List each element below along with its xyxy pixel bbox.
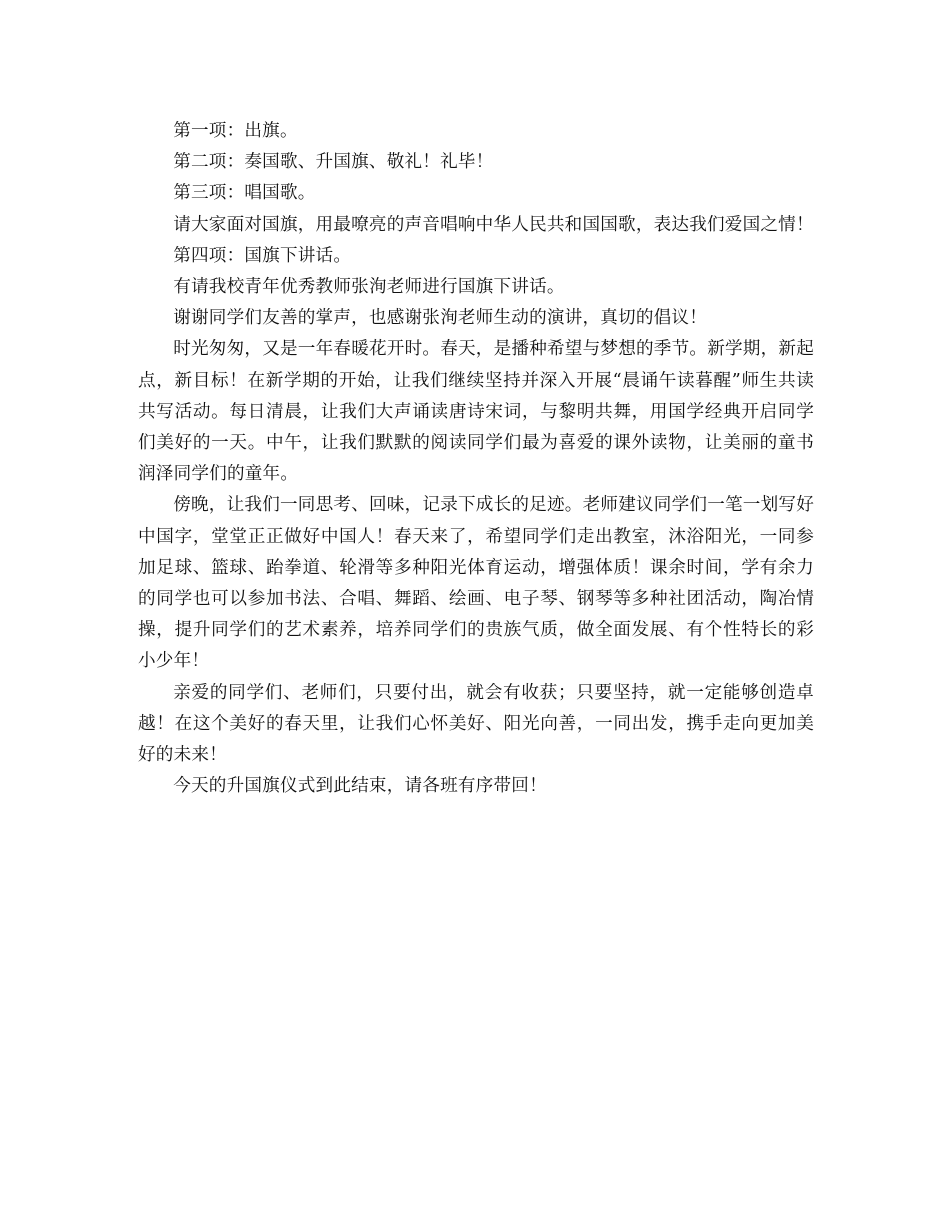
- paragraph-item-9: 傍晚，让我们一同思考、回味，记录下成长的足迹。老师建议同学们一笔一划写好中国字，堂堂正正做好中国人！春天来了，希望同学们走出教室，沐浴阳光，一同参加足球、篮球、跆拳道、轮滑等多种阳光体育运动，增强体质！课余时间，学有余力的同学也可以参加书法、合唱、舞蹈、绘画、电子琴、钢琴等多种社团活动，陶冶情操，提升同学们的艺术素养，培养同学们的贵族气质，做全面发展、有个性特长的彩小少年！: [138, 495, 814, 672]
- paragraph-item-5: 第四项：国旗下讲话。: [173, 245, 352, 266]
- paragraph-item-10: 亲爱的同学们、老师们，只要付出，就会有收获；只要坚持，就一定能够创造卓越！在这个美好的春天里，让我们心怀美好、阳光向善，一同出发，携手走向更加美好的未来！: [138, 682, 814, 766]
- paragraph-item-2: 第二项：奏国歌、升国旗、敬礼！礼毕！: [173, 152, 494, 173]
- paragraph-item-7: 谢谢同学们友善的掌声，也感谢张洵老师生动的演讲，真切的倡议！: [173, 308, 708, 329]
- paragraph-item-8: 时光匆匆，又是一年春暖花开时。春天，是播种希望与梦想的季节。新学期，新起点，新目标！在新学期的开始，让我们继续坚持并深入开展“晨诵午读暮醒”师生共读共写活动。每日清晨，让我们大声诵读唐诗宋词，与黎明共舞，用国学经典开启同学们美好的一天。中午，让我们默默的阅读同学们最为喜爱的课外读物，让美丽的童书润泽同学们的童年。: [138, 339, 814, 485]
- paragraph-item-1: 第一项：出旗。: [173, 121, 298, 141]
- paragraph-item-11: 今天的升国旗仪式到此结束，请各班有序带回！: [173, 776, 547, 797]
- paragraph-item-3: 第三项：唱国歌。: [173, 183, 316, 204]
- document-body: [138, 116, 814, 802]
- paragraph-item-6: 有请我校青年优秀教师张洵老师进行国旗下讲话。: [173, 277, 565, 298]
- paragraph-item-4: 请大家面对国旗，用最嘹亮的声音唱响中华人民共和国国歌，表达我们爱国之情！: [173, 214, 814, 235]
